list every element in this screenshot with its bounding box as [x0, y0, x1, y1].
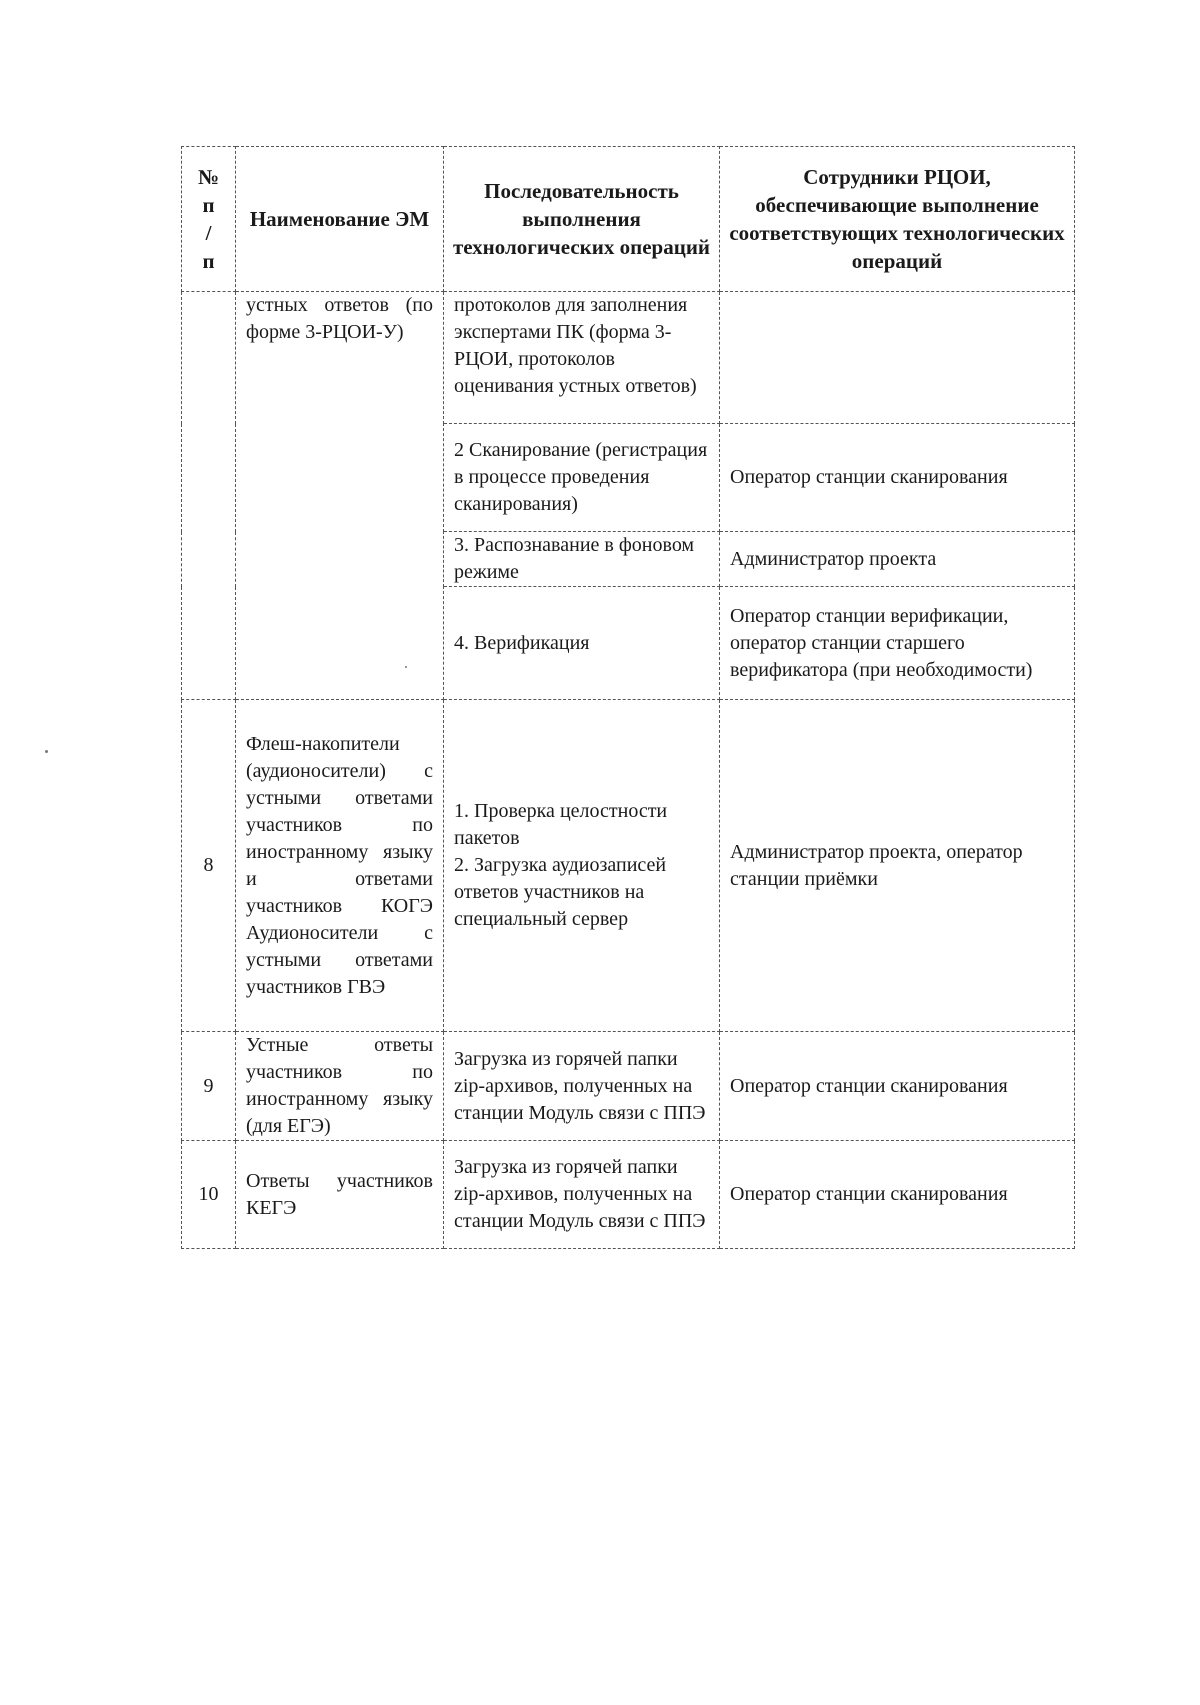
row9-num: 9 — [182, 1032, 236, 1141]
row9-seq: Загрузка из горячей папки zip-архивов, полученных на станции Модуль связи с ППЭ — [444, 1032, 720, 1141]
scan-speck — [405, 666, 407, 668]
row8-name: Флеш-накопители (аудионосители) с устными ответами участников по иностранному языку и ответами участников КОГЭ Аудионосители с устными ответами участников ГВЭ — [236, 700, 444, 1032]
row7-staff-2: Оператор станции сканирования — [720, 424, 1075, 532]
row7-name: устных ответов (по форме 3-РЦОИ-У) — [236, 292, 444, 700]
row8-num: 8 — [182, 700, 236, 1032]
header-name: Наименование ЭМ — [236, 147, 444, 292]
row7-staff-4: Оператор станции верификации, оператор станции старшего верификатора (при необходимости) — [720, 587, 1075, 700]
row8-seq: 1. Проверка целостности пакетов 2. Загрузка аудиозаписей ответов участников на специальный сервер — [444, 700, 720, 1032]
header-num: № п / п — [182, 147, 236, 292]
row10-seq: Загрузка из горячей папки zip-архивов, полученных на станции Модуль связи с ППЭ — [444, 1141, 720, 1249]
row10-num: 10 — [182, 1141, 236, 1249]
row8-staff: Администратор проекта, оператор станции приёмки — [720, 700, 1075, 1032]
technology-table — [181, 146, 1075, 1249]
table-row — [182, 292, 1075, 424]
row7-seq-3: 3. Распознавание в фоновом режиме — [444, 532, 720, 587]
header-staff: Сотрудники РЦОИ, обеспечивающие выполнение соответствующих технологических операций — [720, 147, 1075, 292]
row7-seq-4: 4. Верификация — [444, 587, 720, 700]
row10-staff: Оператор станции сканирования — [720, 1141, 1075, 1249]
row7-staff-1 — [720, 292, 1075, 424]
table-row — [182, 1032, 1075, 1141]
header-row — [182, 147, 1075, 292]
row7-staff-3: Администратор проекта — [720, 532, 1075, 587]
header-sequence: Последовательность выполнения технологических операций — [444, 147, 720, 292]
row10-name: Ответы участников КЕГЭ — [236, 1141, 444, 1249]
row7-seq-1: протоколов для заполнения экспертами ПК (форма 3-РЦОИ, протоколов оценивания устных ответов) — [444, 292, 720, 424]
table-row — [182, 700, 1075, 1032]
row9-name: Устные ответы участников по иностранному языку (для ЕГЭ) — [236, 1032, 444, 1141]
scan-speck — [45, 750, 48, 753]
row7-num — [182, 292, 236, 700]
row9-staff: Оператор станции сканирования — [720, 1032, 1075, 1141]
table-row — [182, 1141, 1075, 1249]
row7-seq-2: 2 Сканирование (регистрация в процессе проведения сканирования) — [444, 424, 720, 532]
